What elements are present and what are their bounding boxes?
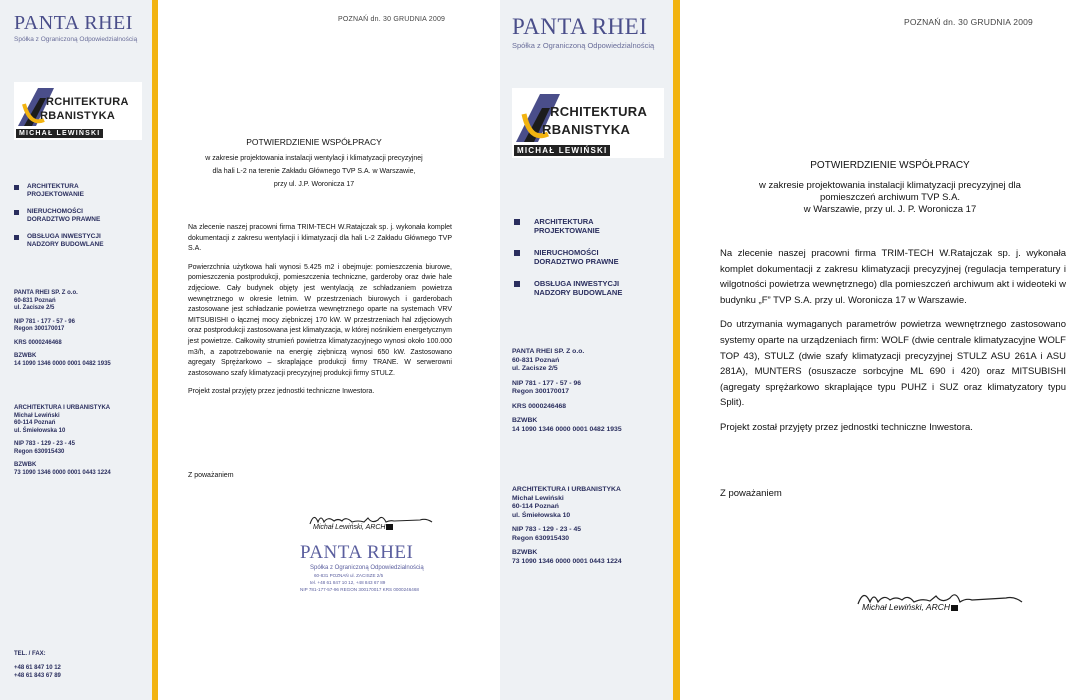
bullet-icon [14, 185, 19, 190]
bullet-icon [514, 281, 520, 287]
service-item: NIERUCHOMOŚCI DORADZTWO PRAWNE [514, 248, 634, 266]
panta-rhei-logo: PANTA RHEI Spółka z Ograniczoną Odpowiedzialnością [14, 12, 138, 43]
paragraph: Projekt został przyjęty przez jednostki techniczne Inwestora. [720, 421, 973, 433]
paragraph: Na zlecenie naszej pracowni firma TRIM-TECH W.Ratajczak sp. j. wykonała komplet dokumentacji z zakresu wentylacji i klimatyzacji dla hali L-2 Zakładu Głównego TVP S.A. [188, 224, 452, 253]
letter-body [720, 246, 1066, 445]
services-list [14, 183, 107, 258]
service-item: OBSŁUGA INWESTYCJI NADZORY BUDOWLANE [514, 279, 634, 297]
service-item: NIERUCHOMOŚCI DORADZTWO PRAWNE [14, 208, 107, 224]
company-stamp: PANTA RHEI Spółka z Ograniczoną Odpowiedzialnością 60-831 POZNAŃ ul. ZACISZE 2/5 tel. +48 61 847 10 12, +48 843 67 89 NIP 781-177-57-96 REGON 300170017 KRS 0000246468 [300, 542, 424, 592]
letter-date: POZNAŃ dn. 30 GRUDNIA 2009 [904, 17, 1033, 27]
letter-title: POTWIERDZIENIE WSPÓŁPRACY [810, 160, 970, 171]
company-info-panta-rhei: PANTA RHEI SP. Z o.o. 60-831 Poznań ul. Zacisze 2/5 NIP 781 - 177 - 57 - 96 Regon 300170017 KRS 0000246468 BZWBK 14 1090 1346 0000 0001 0482 1935 [14, 290, 111, 367]
bullet-icon [14, 235, 19, 240]
letter-body [188, 223, 452, 406]
paragraph: Projekt został przyjęty przez jednostki techniczne Inwestora. [188, 388, 375, 396]
signer-name: Michał Lewiński, ARCH [862, 602, 958, 612]
architektura-urbanistyka-logo: RCHITEKTURA RBANISTYKA MICHAŁ LEWIŃSKI [512, 88, 664, 158]
gold-stripe [673, 0, 680, 700]
closing-regards: Z poważaniem [188, 472, 234, 479]
service-item: ARCHITEKTURA PROJEKTOWANIE [514, 217, 634, 235]
paragraph: Powierzchnia użytkowa hali wynosi 5.425 m2 i obejmuje: pomieszczenia biurowe, pomieszczenia postprodukcji, pomieszczenia techniczne, garderoby oraz dwie hale zdjęciowe. Cały budynek objęty jest wentylacją ze schładzaniem powietrza wewnętrznego w okresie letnim. W przestrzeniach biurowych i garderobach zastosowane jest schładzanie powietrza wewnętrznego oparte na systemach VRV MITSUBISHI o łącznej mocy ziębniczej 170 kW. W przestrzeniach hal zdjęciowych oraz postprodukcji zastosowana jest klimatyzacja, w której nośnikiem energetycznym jest powietrze. Całkowity strumień powietrza klimatyzacyjnego wynosi około 100.000 m3/h, a zapotrzebowanie na energię ziębniczą wynosi 650 kW. Zastosowano agregaty Sprężarkowo – skraplające produkcji firmy TRANE. W serwerowni zastosowano szafy klimatyzacji precyzyjnej produkcji firmy STULZ. [188, 263, 452, 377]
panta-rhei-logo: PANTA RHEI Spółka z Ograniczoną Odpowiedzialnością [512, 14, 655, 50]
architektura-urbanistyka-logo: RCHITEKTURA RBANISTYKA MICHAŁ LEWIŃSKI [14, 82, 142, 140]
bullet-icon [514, 250, 520, 256]
contact-info: TEL. / FAX: +48 61 847 10 12 +48 61 843 67 89 [14, 651, 61, 679]
letter-title: POTWIERDZIENIE WSPÓŁPRACY [246, 137, 382, 147]
service-item: ARCHITEKTURA PROJEKTOWANIE [14, 183, 107, 199]
company-info-architektura: ARCHITEKTURA I URBANISTYKA Michał Lewiński 60-114 Poznań ul. Śmiełowska 10 NIP 783 - 129 - 23 - 45 Regon 630915430 BZWBK 73 1090 1346 0000 0001 0443 1224 [512, 486, 622, 565]
gold-stripe [152, 0, 158, 700]
paragraph: Na zlecenie naszej pracowni firma TRIM-TECH W.Ratajczak sp. j. wykonała komplet dokumentacji z zakresu klimatyzacji precyzyjnej (regulacja temperatury i wilgotności powietrza wewnętrznego) dla pomieszczeń archiwum akt i wideoteki w budynku „F” TVP S.A. przy ul. Woronicza 17 w Warszawie. [720, 248, 1066, 306]
paragraph: Do utrzymania wymaganych parametrów powietrza wewnętrznego zastosowano systemy oparte na urządzeniach firm: WOLF (dwie centrale klimatyzacyjne WOLF TOP 43), STULZ (dwie szafy klimatyzacji precyzyjnej STULZ ASU 261A i ASU 281A), MUNTERS (osuszacze sorbcyjne ML 690 i 420) oraz MITSUBISHI (agregaty sprężarkowo skraplające typu PUHZ i SUZ oraz klimatyzatory typu Split). [720, 319, 1066, 409]
letter-subtitle: w zakresie projektowania instalacji wentylacji i klimatyzacji precyzyjnej dla hali L-2 na terenie Zakładu Głównego TVP S.A. w Warszawie, przy ul. J.P. Woronicza 17 [205, 155, 423, 188]
bullet-icon [514, 219, 520, 225]
letter-archive-tvp [500, 0, 1084, 700]
service-item: OBSŁUGA INWESTYCJI NADZORY BUDOWLANE [14, 233, 107, 249]
company-info-architektura: ARCHITEKTURA I URBANISTYKA Michał Lewiński 60-114 Poznań ul. Śmiełowska 10 NIP 783 - 129 - 23 - 45 Regon 630915430 BZWBK 73 1090 1346 0000 0001 0443 1224 [14, 405, 111, 476]
letter-subtitle: w zakresie projektowania instalacji klimatyzacji precyzyjnej dla pomieszczeń archiwum TVP S.A. w Warszawie, przy ul. J. P. Woronicza 17 [759, 180, 1021, 215]
bullet-icon [14, 210, 19, 215]
letter-date: POZNAŃ dn. 30 GRUDNIA 2009 [338, 16, 446, 23]
company-info-panta-rhei: PANTA RHEI SP. Z o.o. 60-831 Poznań ul. Zacisze 2/5 NIP 781 - 177 - 57 - 96 Regon 300170017 KRS 0000246468 BZWBK 14 1090 1346 0000 0001 0482 1935 [512, 348, 622, 433]
signer-name: Michał Lewiński, ARCH [313, 524, 393, 531]
closing-regards: Z poważaniem [720, 488, 782, 499]
services-list [514, 217, 634, 310]
letter-hall-l2 [0, 0, 465, 700]
